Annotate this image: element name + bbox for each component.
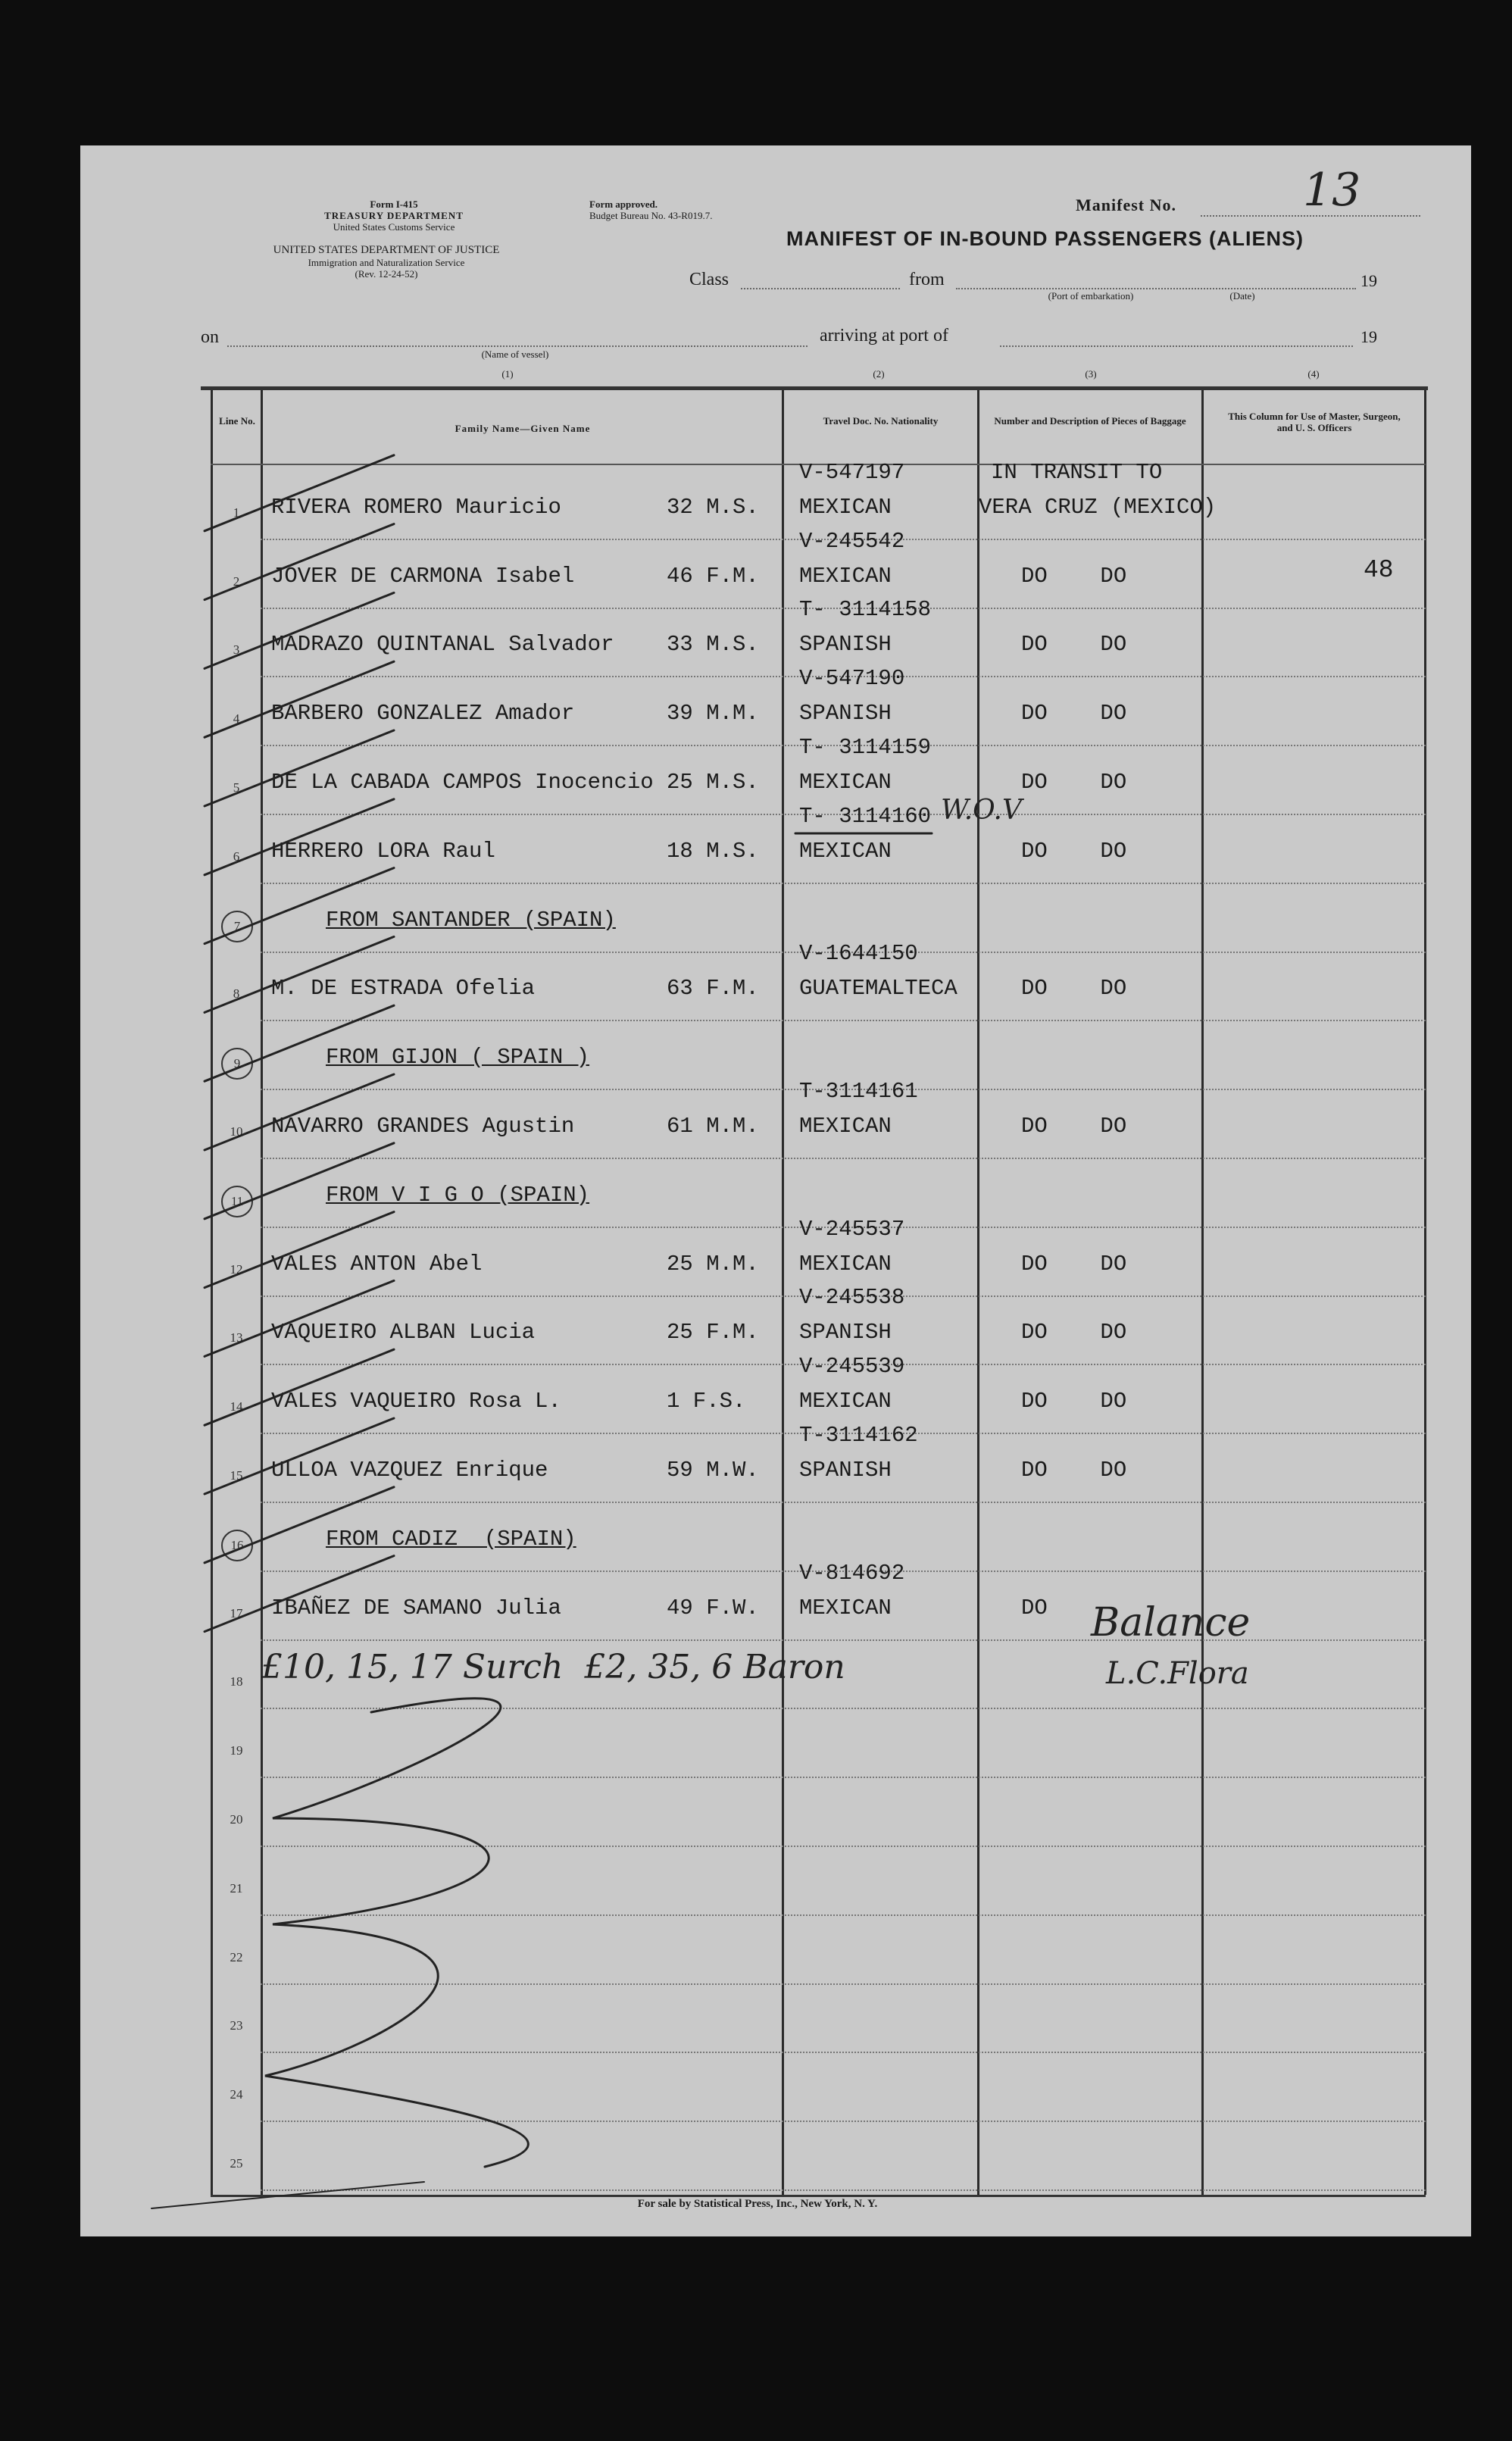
passenger-name: M. DE ESTRADA Ofelia — [271, 976, 536, 1002]
fare-notation: £10, 15, 17 Surch £2, 35, 6 Baron — [261, 1648, 845, 1686]
passenger-name: VALES VAQUEIRO Rosa L. — [271, 1389, 561, 1414]
col-num-1: (1) — [501, 368, 514, 380]
line-number: 3 — [233, 642, 240, 658]
nationality: SPANISH — [799, 701, 892, 727]
baggage: DO DO — [1021, 701, 1127, 727]
row-divider — [261, 1020, 1426, 1021]
officer-mark: 48 — [1364, 555, 1394, 584]
section-heading: FROM CADIZ (SPAIN) — [326, 1526, 576, 1552]
travel-doc-no: V-245542 — [799, 528, 905, 554]
age-sex-status: 46 F.M. — [667, 563, 759, 589]
row-divider — [261, 2121, 1426, 2122]
travel-doc-no: V-245539 — [799, 1354, 905, 1380]
officer-initials: L.C.Flora — [1106, 1656, 1249, 1691]
age-sex-status: 59 M.W. — [667, 1458, 759, 1483]
line-number: 24 — [230, 2087, 243, 2102]
age-sex-status: 33 M.S. — [667, 632, 759, 658]
nationality: SPANISH — [799, 1320, 892, 1346]
port-caption: (Port of embarkation) — [1048, 290, 1134, 302]
age-sex-status: 63 F.M. — [667, 976, 759, 1002]
age-sex-status: 61 M.M. — [667, 1114, 759, 1139]
arrival-year-prefix: 19 — [1360, 327, 1377, 346]
col-num-3: (3) — [1085, 368, 1097, 380]
section-heading: FROM GIJON ( SPAIN ) — [326, 1045, 590, 1070]
line-number: 4 — [233, 711, 240, 727]
manifest-title: MANIFEST OF IN-BOUND PASSENGERS (ALIENS) — [786, 227, 1304, 250]
baggage: DO DO — [1021, 838, 1127, 864]
treasury-dept: TREASURY DEPARTMENT — [324, 210, 464, 221]
from-label: from — [909, 270, 945, 289]
age-sex-status: 39 M.M. — [667, 701, 759, 727]
nationality: SPANISH — [799, 1458, 892, 1483]
passenger-name: DE LA CABADA CAMPOS Inocencio — [271, 770, 654, 795]
travel-doc-no: V-245537 — [799, 1216, 905, 1242]
nationality: GUATEMALTECA — [799, 976, 957, 1002]
nationality: MEXICAN — [799, 563, 892, 589]
header-line-no: Line No. — [219, 415, 255, 427]
baggage: DO DO — [1021, 1458, 1127, 1483]
travel-doc-no: T- 3114160 — [799, 803, 932, 829]
age-sex-status: 1 F.S. — [667, 1389, 746, 1414]
passenger-name: JOVER DE CARMONA Isabel — [271, 563, 575, 589]
on-label: on — [201, 327, 219, 347]
baggage-line-2: VERA CRUZ (MEXICO) — [979, 494, 1217, 520]
nationality: MEXICAN — [799, 1389, 892, 1414]
age-sex-status: 25 M.M. — [667, 1251, 759, 1277]
revision-label: (Rev. 12-24-52) — [355, 268, 418, 280]
row-divider — [261, 1708, 1426, 1709]
travel-doc-no: V-814692 — [799, 1560, 905, 1586]
date-caption: (Date) — [1229, 290, 1255, 302]
row-divider — [261, 1158, 1426, 1159]
row-divider — [261, 1914, 1426, 1916]
baggage: DO DO — [1021, 1389, 1127, 1414]
section-heading: FROM SANTANDER (SPAIN) — [326, 907, 616, 933]
nationality: MEXICAN — [799, 1251, 892, 1277]
vessel-caption: (Name of vessel) — [481, 348, 549, 360]
line-number: 9 — [221, 1048, 253, 1080]
line-number: 12 — [230, 1261, 243, 1277]
baggage: DO DO — [1021, 1251, 1127, 1277]
row-divider — [261, 1983, 1426, 1985]
travel-doc-no: V-1644150 — [799, 941, 918, 967]
line-number: 14 — [230, 1399, 243, 1414]
year-prefix: 19 — [1360, 271, 1377, 290]
line-number: 13 — [230, 1330, 243, 1346]
line-number: 6 — [233, 849, 240, 864]
travel-doc-no: T-3114162 — [799, 1423, 918, 1448]
passenger-name: RIVERA ROMERO Mauricio — [271, 494, 561, 520]
customs-service: United States Customs Service — [333, 221, 455, 233]
passenger-name: VAQUEIRO ALBAN Lucia — [271, 1320, 536, 1346]
baggage: DO DO — [1021, 632, 1127, 658]
line-number: 5 — [233, 780, 240, 795]
passenger-name: ULLOA VAZQUEZ Enrique — [271, 1458, 548, 1483]
line-number: 21 — [230, 1880, 243, 1896]
travel-doc-no: T-3114161 — [799, 1079, 918, 1104]
doc-note: W.O.V — [941, 794, 1022, 826]
footer-publisher: For sale by Statistical Press, Inc., New York, N. Y. — [637, 2198, 878, 2210]
baggage: DO — [1021, 1595, 1048, 1621]
line-number: 20 — [230, 1812, 243, 1827]
manifest-number: 13 — [1303, 164, 1361, 217]
line-number: 25 — [230, 2156, 243, 2171]
passenger-name: NAVARRO GRANDES Agustin — [271, 1114, 575, 1139]
baggage: DO DO — [1021, 770, 1127, 795]
row-divider — [261, 1502, 1426, 1503]
balance-note: Balance — [1091, 1600, 1251, 1646]
row-divider — [261, 1777, 1426, 1778]
line-number: 7 — [221, 911, 253, 942]
travel-doc-no: V-547197 — [799, 459, 905, 485]
line-number: 10 — [230, 1124, 243, 1139]
age-sex-status: 49 F.W. — [667, 1595, 759, 1621]
passenger-name: VALES ANTON Abel — [271, 1251, 483, 1277]
row-divider — [261, 2189, 1426, 2191]
passenger-name: HERRERO LORA Raul — [271, 838, 495, 864]
baggage: DO DO — [1021, 563, 1127, 589]
baggage-line-1: IN TRANSIT TO — [991, 459, 1163, 485]
doj-label: UNITED STATES DEPARTMENT OF JUSTICE — [273, 244, 500, 256]
line-number: 11 — [221, 1186, 253, 1217]
line-number: 1 — [233, 505, 240, 520]
header-travel-doc: Travel Doc. No. Nationality — [823, 415, 939, 427]
col-num-2: (2) — [873, 368, 885, 380]
nationality: MEXICAN — [799, 494, 892, 520]
nationality: MEXICAN — [799, 838, 892, 864]
manifest-sheet — [80, 145, 1471, 2236]
age-sex-status: 32 M.S. — [667, 494, 759, 520]
budget-bureau: Budget Bureau No. 43-R019.7. — [589, 210, 713, 221]
class-label: Class — [689, 270, 729, 289]
col-num-4: (4) — [1307, 368, 1320, 380]
line-number: 22 — [230, 1949, 243, 1964]
line-number: 8 — [233, 986, 240, 1002]
row-divider — [261, 2052, 1426, 2053]
ins-label: Immigration and Naturalization Service — [308, 257, 465, 268]
form-number: Form I-415 — [370, 198, 418, 210]
line-number: 16 — [221, 1530, 253, 1561]
travel-doc-no: V-547190 — [799, 666, 905, 692]
row-divider — [261, 1846, 1426, 1847]
passenger-name: MADRAZO QUINTANAL Salvador — [271, 632, 614, 658]
nationality: MEXICAN — [799, 770, 892, 795]
header-baggage: Number and Description of Pieces of Baggage — [994, 415, 1186, 427]
age-sex-status: 18 M.S. — [667, 838, 759, 864]
row-divider — [261, 883, 1426, 884]
baggage: DO DO — [1021, 1320, 1127, 1346]
arriving-label: arriving at port of — [820, 326, 948, 345]
manifest-label: Manifest No. — [1076, 195, 1176, 214]
header-officers: This Column for Use of Master, Surgeon, and U. S. Officers — [1228, 411, 1401, 433]
form-approved: Form approved. — [589, 198, 658, 210]
travel-doc-no: V-245538 — [799, 1285, 905, 1311]
passenger-name: IBAÑEZ DE SAMANO Julia — [271, 1595, 561, 1621]
passenger-name: BARBERO GONZALEZ Amador — [271, 701, 575, 727]
baggage: DO DO — [1021, 1114, 1127, 1139]
travel-doc-no: T- 3114159 — [799, 735, 932, 760]
baggage: DO DO — [1021, 976, 1127, 1002]
age-sex-status: 25 M.S. — [667, 770, 759, 795]
age-sex-status: 25 F.M. — [667, 1320, 759, 1346]
line-number: 15 — [230, 1468, 243, 1483]
nationality: MEXICAN — [799, 1595, 892, 1621]
line-number: 23 — [230, 2018, 243, 2033]
line-number: 19 — [230, 1743, 243, 1758]
section-heading: FROM V I G O (SPAIN) — [326, 1182, 590, 1208]
line-number: 18 — [230, 1674, 243, 1689]
row-divider — [261, 1639, 1426, 1641]
nationality: SPANISH — [799, 632, 892, 658]
line-number: 2 — [233, 574, 240, 589]
header-name: Family Name—Given Name — [455, 423, 591, 434]
nationality: MEXICAN — [799, 1114, 892, 1139]
line-number: 17 — [230, 1605, 243, 1621]
travel-doc-no: T- 3114158 — [799, 597, 932, 623]
